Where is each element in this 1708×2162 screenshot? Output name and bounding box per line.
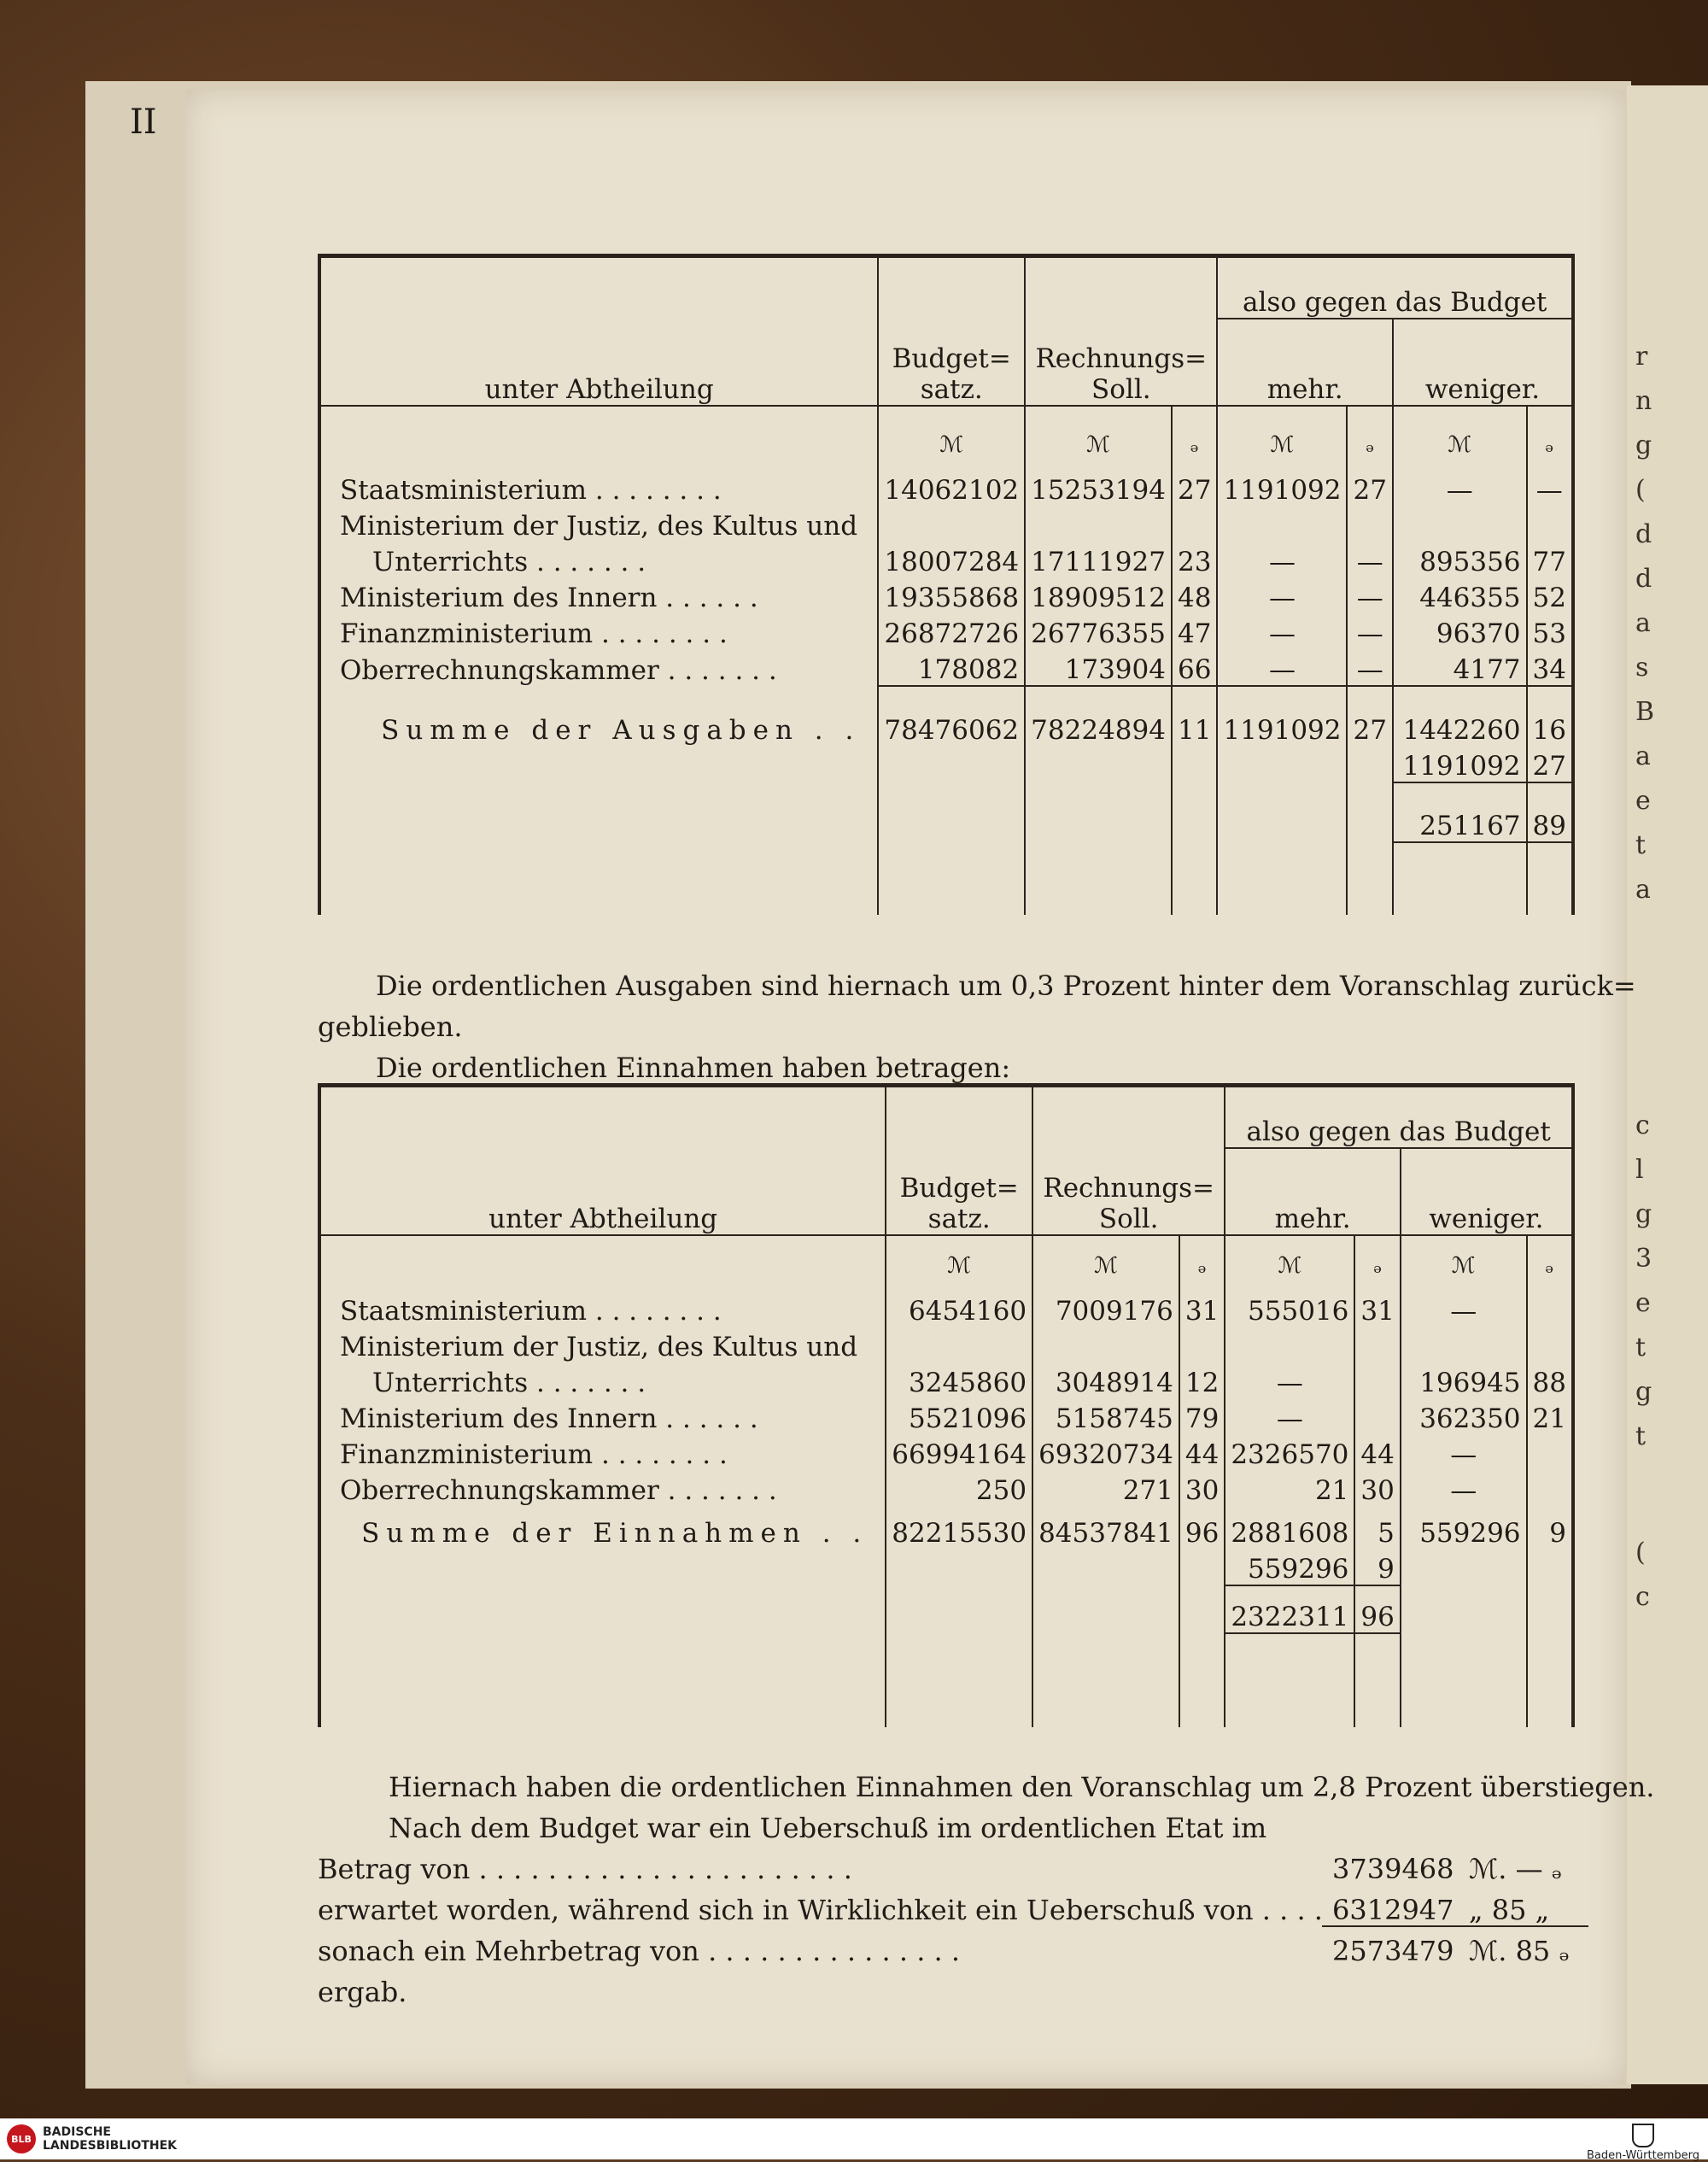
cell-soll: 15253194 [1025, 458, 1172, 506]
blb-logo-icon: BLB [7, 2124, 36, 2153]
text-mehrbetrag-label: sonach ein Mehrbetrag von . . . . . . . . . . . . . . . [318, 1935, 961, 1967]
text-mehrbetrag-unit: ℳ. 85 ₔ [1469, 1935, 1570, 1967]
side-letter: c [1635, 1110, 1650, 1140]
side-letter: a [1635, 608, 1651, 638]
cell-soll-pf: 27 [1172, 458, 1217, 506]
header-mehr: mehr. [1225, 1148, 1401, 1235]
cell-mehr: 2326570 [1225, 1434, 1354, 1470]
cell-soll: 3048914 [1032, 1362, 1179, 1398]
minus-mehr-pf: 9 [1354, 1549, 1400, 1585]
side-letter: a [1635, 741, 1651, 771]
text-betrag-amount: 3739468 [1332, 1853, 1454, 1885]
unit-row-spacer [319, 406, 878, 458]
cell-mehr-pf: 27 [1347, 458, 1392, 506]
text-einnahmen-intro: Die ordentlichen Einnahmen haben betragen: [376, 1052, 1011, 1084]
sum-label: Summe der Einnahmen . . [319, 1506, 886, 1549]
side-letter: e [1635, 786, 1651, 816]
cell-weniger-pf: — [1527, 458, 1573, 506]
table-row [319, 577, 1573, 613]
unit-mark: ℳ [886, 1235, 1032, 1279]
unit-mark: ℳ [1217, 406, 1347, 458]
unit-mark: ℳ [878, 406, 1025, 458]
cell-mehr-pf: 31 [1354, 1279, 1400, 1327]
cell-soll: 17111927 [1025, 542, 1172, 577]
cell-budget: 66994164 [886, 1434, 1032, 1470]
cell-mehr: — [1217, 542, 1347, 577]
table-row [319, 1362, 1573, 1398]
sum-soll-pf: 11 [1172, 686, 1217, 746]
sum-soll-pf: 96 [1179, 1506, 1225, 1549]
cell-weniger: 4177 [1393, 649, 1527, 686]
side-letter: d [1635, 564, 1652, 594]
row-label: Ministerium der Justiz, des Kultus und [319, 1327, 886, 1362]
text-surplus-intro: Nach dem Budget war ein Ueberschuß im ordentlichen Etat im [389, 1812, 1267, 1844]
unit-mark: ℳ [1393, 406, 1527, 458]
diff-weniger-pf: 89 [1527, 782, 1573, 842]
unit-pf: ₔ [1179, 1235, 1225, 1279]
cell-weniger: — [1401, 1279, 1527, 1327]
header-soll-l2: Soll. [1098, 1204, 1159, 1234]
header-budget-l2: satz. [927, 1204, 991, 1234]
row-label: Oberrechnungskammer . . . . . . . [319, 649, 878, 686]
cell-weniger-pf: 77 [1527, 542, 1573, 577]
side-letter: c [1635, 1582, 1650, 1612]
cell-weniger-pf: 52 [1527, 577, 1573, 613]
header-budget-l1: Budget= [892, 343, 1011, 374]
cell-mehr-pf: — [1347, 577, 1392, 613]
cell-budget: 26872726 [878, 613, 1025, 649]
minus-row [319, 746, 1573, 782]
row-label-cont: Unterrichts . . . . . . . [319, 1362, 886, 1398]
library-name [43, 2125, 177, 2153]
sum-rule [1322, 1925, 1588, 1927]
table-row [319, 1279, 1573, 1327]
unit-mark: ℳ [1225, 1235, 1354, 1279]
header-budget [878, 256, 1025, 407]
minus-mehr: 559296 [1225, 1549, 1354, 1585]
cell-budget: 18007284 [878, 542, 1025, 577]
cell-weniger-pf: 21 [1527, 1398, 1573, 1434]
sum-row [319, 686, 1573, 746]
cell-weniger: 895356 [1393, 542, 1527, 577]
side-letter: t [1635, 830, 1647, 860]
sum-label: Summe der Ausgaben . . [319, 686, 878, 746]
cell-budget: 250 [886, 1470, 1032, 1506]
cell-soll-pf: 66 [1172, 649, 1217, 686]
cell-mehr: — [1225, 1362, 1354, 1398]
cell-soll: 18909512 [1025, 577, 1172, 613]
unit-row-spacer [319, 1235, 886, 1279]
sum-row [319, 1506, 1573, 1549]
header-unter-abtheilung: unter Abtheilung [319, 256, 878, 407]
library-name-l1: BADISCHE [43, 2125, 111, 2139]
cell-mehr-pf: — [1347, 542, 1392, 577]
unit-pf: ₔ [1347, 406, 1392, 458]
row-label: Oberrechnungskammer . . . . . . . [319, 1470, 886, 1506]
row-label: Finanzministerium . . . . . . . . [319, 613, 878, 649]
cell-weniger: 446355 [1393, 577, 1527, 613]
side-letter: g [1635, 1377, 1652, 1407]
sum-budget: 82215530 [886, 1506, 1032, 1549]
revenue-table [318, 1083, 1575, 1727]
header-soll [1032, 1086, 1225, 1236]
text-betrag-label: Betrag von . . . . . . . . . . . . . . . . . . . . . . [318, 1853, 852, 1885]
side-letter: g [1635, 1199, 1652, 1229]
sum-weniger-pf: 16 [1527, 686, 1573, 746]
table-row [319, 1398, 1573, 1434]
header-budget-l2: satz. [920, 374, 983, 405]
difference-row [319, 782, 1573, 842]
text-betrag-unit: ℳ. — ₔ [1469, 1853, 1563, 1885]
row-label: Finanzministerium . . . . . . . . [319, 1434, 886, 1470]
side-letter: a [1635, 875, 1651, 905]
side-letter: t [1635, 1421, 1647, 1451]
cell-soll-pf: 23 [1172, 542, 1217, 577]
side-letter: d [1635, 519, 1652, 549]
diff-mehr-pf: 96 [1354, 1585, 1400, 1633]
state-logo [1587, 2124, 1699, 2162]
cell-soll-pf: 30 [1179, 1470, 1225, 1506]
unit-mark: ℳ [1032, 1235, 1179, 1279]
cell-mehr: — [1217, 577, 1347, 613]
cell-mehr-pf: — [1347, 613, 1392, 649]
cell-weniger-pf: 53 [1527, 613, 1573, 649]
sum-mehr-pf: 27 [1347, 686, 1392, 746]
side-letter: B [1635, 697, 1655, 727]
cell-weniger: 196945 [1401, 1362, 1527, 1398]
table-row [319, 1327, 1573, 1362]
cell-mehr: — [1217, 613, 1347, 649]
row-label: Ministerium des Innern . . . . . . [319, 1398, 886, 1434]
text-erwartet-amount: 6312947 [1332, 1894, 1454, 1926]
cell-weniger: — [1401, 1434, 1527, 1470]
cell-soll: 271 [1032, 1470, 1179, 1506]
library-name-l2: LANDESBIBLIOTHEK [43, 2139, 178, 2153]
side-letter: 3 [1635, 1244, 1652, 1274]
side-letter: t [1635, 1333, 1647, 1362]
row-label: Ministerium der Justiz, des Kultus und [319, 506, 878, 542]
sum-mehr-pf: 5 [1354, 1506, 1400, 1549]
side-letter: ( [1635, 475, 1646, 505]
sum-mehr: 1191092 [1217, 686, 1347, 746]
table-row [319, 1470, 1573, 1506]
header-budget [886, 1086, 1032, 1236]
unit-pf: ₔ [1527, 1235, 1573, 1279]
side-letter: l [1635, 1155, 1644, 1185]
side-letter: g [1635, 431, 1652, 460]
cell-mehr: 21 [1225, 1470, 1354, 1506]
diff-weniger: 251167 [1393, 782, 1527, 842]
cell-soll-pf: 44 [1179, 1434, 1225, 1470]
header-soll-l1: Rechnungs= [1043, 1173, 1215, 1204]
cell-soll: 5158745 [1032, 1398, 1179, 1434]
header-budget-l1: Budget= [899, 1173, 1019, 1204]
table-row [319, 1434, 1573, 1470]
table-row [319, 506, 1573, 542]
row-label: Staatsministerium . . . . . . . . [319, 458, 878, 506]
cell-mehr-pf: — [1347, 649, 1392, 686]
text-erwartet-label: erwartet worden, während sich in Wirklichkeit ein Ueberschuß von . . . . [318, 1894, 1323, 1926]
sum-weniger-pf: 9 [1527, 1506, 1573, 1549]
cell-budget: 14062102 [878, 458, 1025, 506]
side-letter: r [1635, 342, 1648, 372]
sum-mehr: 2881608 [1225, 1506, 1354, 1549]
unit-mark: ℳ [1401, 1235, 1527, 1279]
cell-weniger-pf: 88 [1527, 1362, 1573, 1398]
footer-bar [0, 2118, 1708, 2162]
minus-weniger-pf: 27 [1527, 746, 1573, 782]
cell-mehr-pf: 30 [1354, 1470, 1400, 1506]
cell-soll-pf: 31 [1179, 1279, 1225, 1327]
state-name: Baden-Württemberg [1587, 2149, 1699, 2162]
header-soll-l2: Soll. [1091, 374, 1151, 405]
text-erwartet-unit: „ 85 „ [1469, 1894, 1550, 1926]
cell-weniger-pf: 34 [1527, 649, 1573, 686]
cell-soll: 69320734 [1032, 1434, 1179, 1470]
sum-weniger: 559296 [1401, 1506, 1527, 1549]
row-label: Ministerium des Innern . . . . . . [319, 577, 878, 613]
header-group: also gegen das Budget [1217, 256, 1573, 319]
cell-weniger: 96370 [1393, 613, 1527, 649]
cell-soll: 173904 [1025, 649, 1172, 686]
side-letter: s [1635, 653, 1649, 683]
cell-budget: 5521096 [886, 1398, 1032, 1434]
diff-mehr: 2322311 [1225, 1585, 1354, 1633]
side-letter: n [1635, 386, 1652, 416]
text-ergab: ergab. [318, 1976, 407, 2008]
header-mehr: mehr. [1217, 319, 1393, 406]
header-weniger: weniger. [1401, 1148, 1573, 1235]
cell-budget: 6454160 [886, 1279, 1032, 1327]
unit-pf: ₔ [1354, 1235, 1400, 1279]
table-row [319, 458, 1573, 506]
sum-soll: 84537841 [1032, 1506, 1179, 1549]
side-letter: ( [1635, 1538, 1646, 1567]
cell-weniger: — [1393, 458, 1527, 506]
cell-mehr: 1191092 [1217, 458, 1347, 506]
cell-mehr: 555016 [1225, 1279, 1354, 1327]
cell-budget: 19355868 [878, 577, 1025, 613]
cell-soll-pf: 48 [1172, 577, 1217, 613]
header-unter-abtheilung: unter Abtheilung [319, 1086, 886, 1236]
row-label-cont: Unterrichts . . . . . . . [319, 542, 878, 577]
cell-weniger: — [1401, 1470, 1527, 1506]
header-weniger: weniger. [1393, 319, 1573, 406]
cell-budget: 3245860 [886, 1362, 1032, 1398]
page-number: II [130, 103, 157, 142]
side-letter: e [1635, 1288, 1651, 1318]
header-soll [1025, 256, 1217, 407]
unit-pf: ₔ [1527, 406, 1573, 458]
minus-weniger: 1191092 [1393, 746, 1527, 782]
cell-mehr-pf: 44 [1354, 1434, 1400, 1470]
text-ausgaben-line1: Die ordentlichen Ausgaben sind hiernach um 0,3 Prozent hinter dem Voranschlag zurück= [376, 970, 1636, 1002]
cell-soll-pf: 47 [1172, 613, 1217, 649]
cell-soll-pf: 79 [1179, 1398, 1225, 1434]
sum-soll: 78224894 [1025, 686, 1172, 746]
cell-budget: 178082 [878, 649, 1025, 686]
minus-row [319, 1549, 1573, 1585]
sum-budget: 78476062 [878, 686, 1025, 746]
header-group: also gegen das Budget [1225, 1086, 1573, 1149]
cell-soll: 7009176 [1032, 1279, 1179, 1327]
cell-soll: 26776355 [1025, 613, 1172, 649]
difference-row [319, 1585, 1573, 1633]
table-row [319, 542, 1573, 577]
cell-mehr: — [1217, 649, 1347, 686]
table-row [319, 649, 1573, 686]
row-label: Staatsministerium . . . . . . . . [319, 1279, 886, 1327]
sum-weniger: 1442260 [1393, 686, 1527, 746]
cell-soll-pf: 12 [1179, 1362, 1225, 1398]
cell-mehr: — [1225, 1398, 1354, 1434]
table-row [319, 613, 1573, 649]
text-ausgaben-line2: geblieben. [318, 1011, 463, 1043]
expenditure-table [318, 254, 1575, 915]
cell-weniger: 362350 [1401, 1398, 1527, 1434]
crest-icon [1632, 2124, 1654, 2147]
header-soll-l1: Rechnungs= [1035, 343, 1208, 374]
text-einnahmen-result: Hiernach haben die ordentlichen Einnahmen den Voranschlag um 2,8 Prozent überstiegen. [389, 1771, 1655, 1803]
unit-mark: ℳ [1025, 406, 1172, 458]
unit-pf: ₔ [1172, 406, 1217, 458]
text-mehrbetrag-amount: 2573479 [1332, 1935, 1454, 1967]
